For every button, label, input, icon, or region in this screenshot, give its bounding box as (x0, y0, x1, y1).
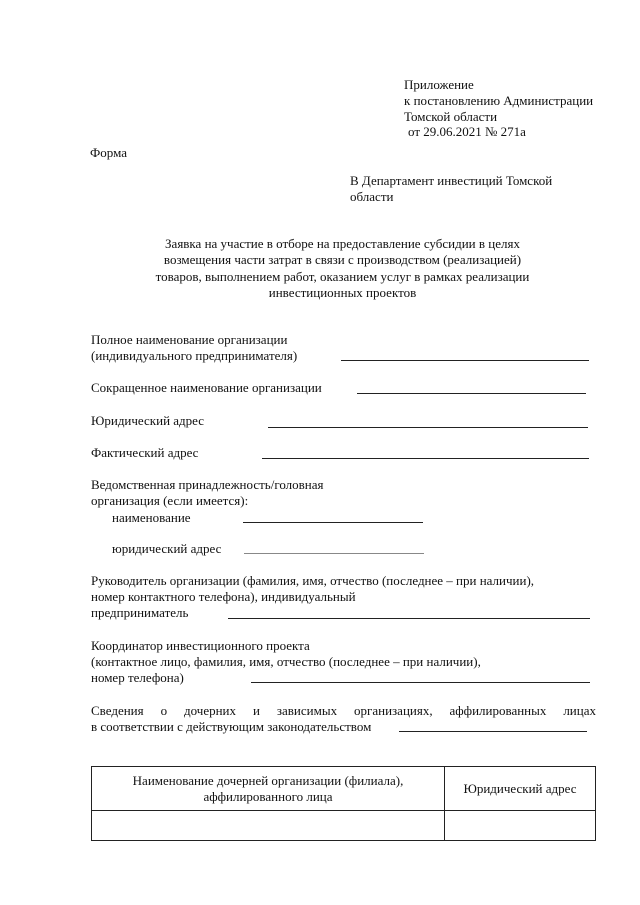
table-header-name (92, 767, 445, 811)
title-line-2: возмещения части затрат в связи с производством (реализацией) (163, 252, 522, 267)
table-cell-address[interactable] (445, 811, 596, 841)
actual-address-label: Фактический адрес (91, 445, 199, 460)
addressee-line-1: В Департамент инвестиций Томской (350, 173, 553, 188)
affiliates-label-1: Сведения о дочерних и зависимых организациях, аффилированных лицах (91, 703, 596, 718)
table-header-row (92, 767, 596, 811)
parent-name-input-line[interactable] (243, 522, 423, 523)
appendix-line-4: от 29.06.2021 № 271а (408, 124, 526, 139)
table-cell-name[interactable] (92, 811, 445, 841)
short-name-input-line[interactable] (357, 393, 586, 394)
affiliates-label-2: в соответствии с действующим законодательством (91, 719, 372, 734)
parent-name-label: наименование (112, 510, 191, 525)
coordinator-input-line[interactable] (251, 682, 590, 683)
title-line-4: инвестиционных проектов (268, 285, 417, 300)
coordinator-label-1: Координатор инвестиционного проекта (91, 638, 310, 653)
head-label-3: предприниматель (91, 605, 189, 620)
form-label: Форма (90, 145, 127, 160)
actual-address-input-line[interactable] (262, 458, 589, 459)
appendix-line-3: Томской области (404, 109, 498, 124)
addressee-line-2: области (350, 189, 394, 204)
affiliates-input-line[interactable] (399, 731, 587, 732)
table-row (92, 811, 596, 841)
full-name-label-2: (индивидуального предпринимателя) (91, 348, 298, 363)
table-header-name-line-2: аффилированного лица (203, 788, 333, 804)
coordinator-label-3: номер телефона) (91, 670, 184, 685)
parent-org-label-1: Ведомственная принадлежность/головная (91, 477, 324, 492)
title-line-3: товаров, выполнением работ, оказанием услуг в рамках реализации (155, 269, 530, 284)
short-name-label: Сокращенное наименование организации (91, 380, 322, 395)
full-name-input-line[interactable] (341, 360, 589, 361)
table-header-name-line-1: Наименование дочерней организации (филиала), (132, 772, 404, 788)
full-name-label-1: Полное наименование организации (91, 332, 288, 347)
parent-org-label-2: организация (если имеется): (91, 493, 249, 508)
parent-legal-address-input-line[interactable] (244, 553, 424, 554)
appendix-line-2: к постановлению Администрации (404, 93, 594, 108)
table-header-address: Юридический адрес (445, 767, 596, 811)
title-line-1: Заявка на участие в отборе на предоставление субсидии в целях (165, 236, 520, 251)
coordinator-label-2: (контактное лицо, фамилия, имя, отчество (последнее – при наличии), (91, 654, 481, 669)
head-input-line[interactable] (228, 618, 590, 619)
affiliates-table (91, 766, 596, 841)
appendix-line-1: Приложение (404, 77, 474, 92)
legal-address-input-line[interactable] (268, 427, 588, 428)
head-label-1: Руководитель организации (фамилия, имя, отчество (последнее – при наличии), (91, 573, 535, 588)
parent-legal-address-label: юридический адрес (112, 541, 222, 556)
legal-address-label: Юридический адрес (91, 413, 205, 428)
head-label-2: номер контактного телефона), индивидуальный (91, 589, 356, 604)
